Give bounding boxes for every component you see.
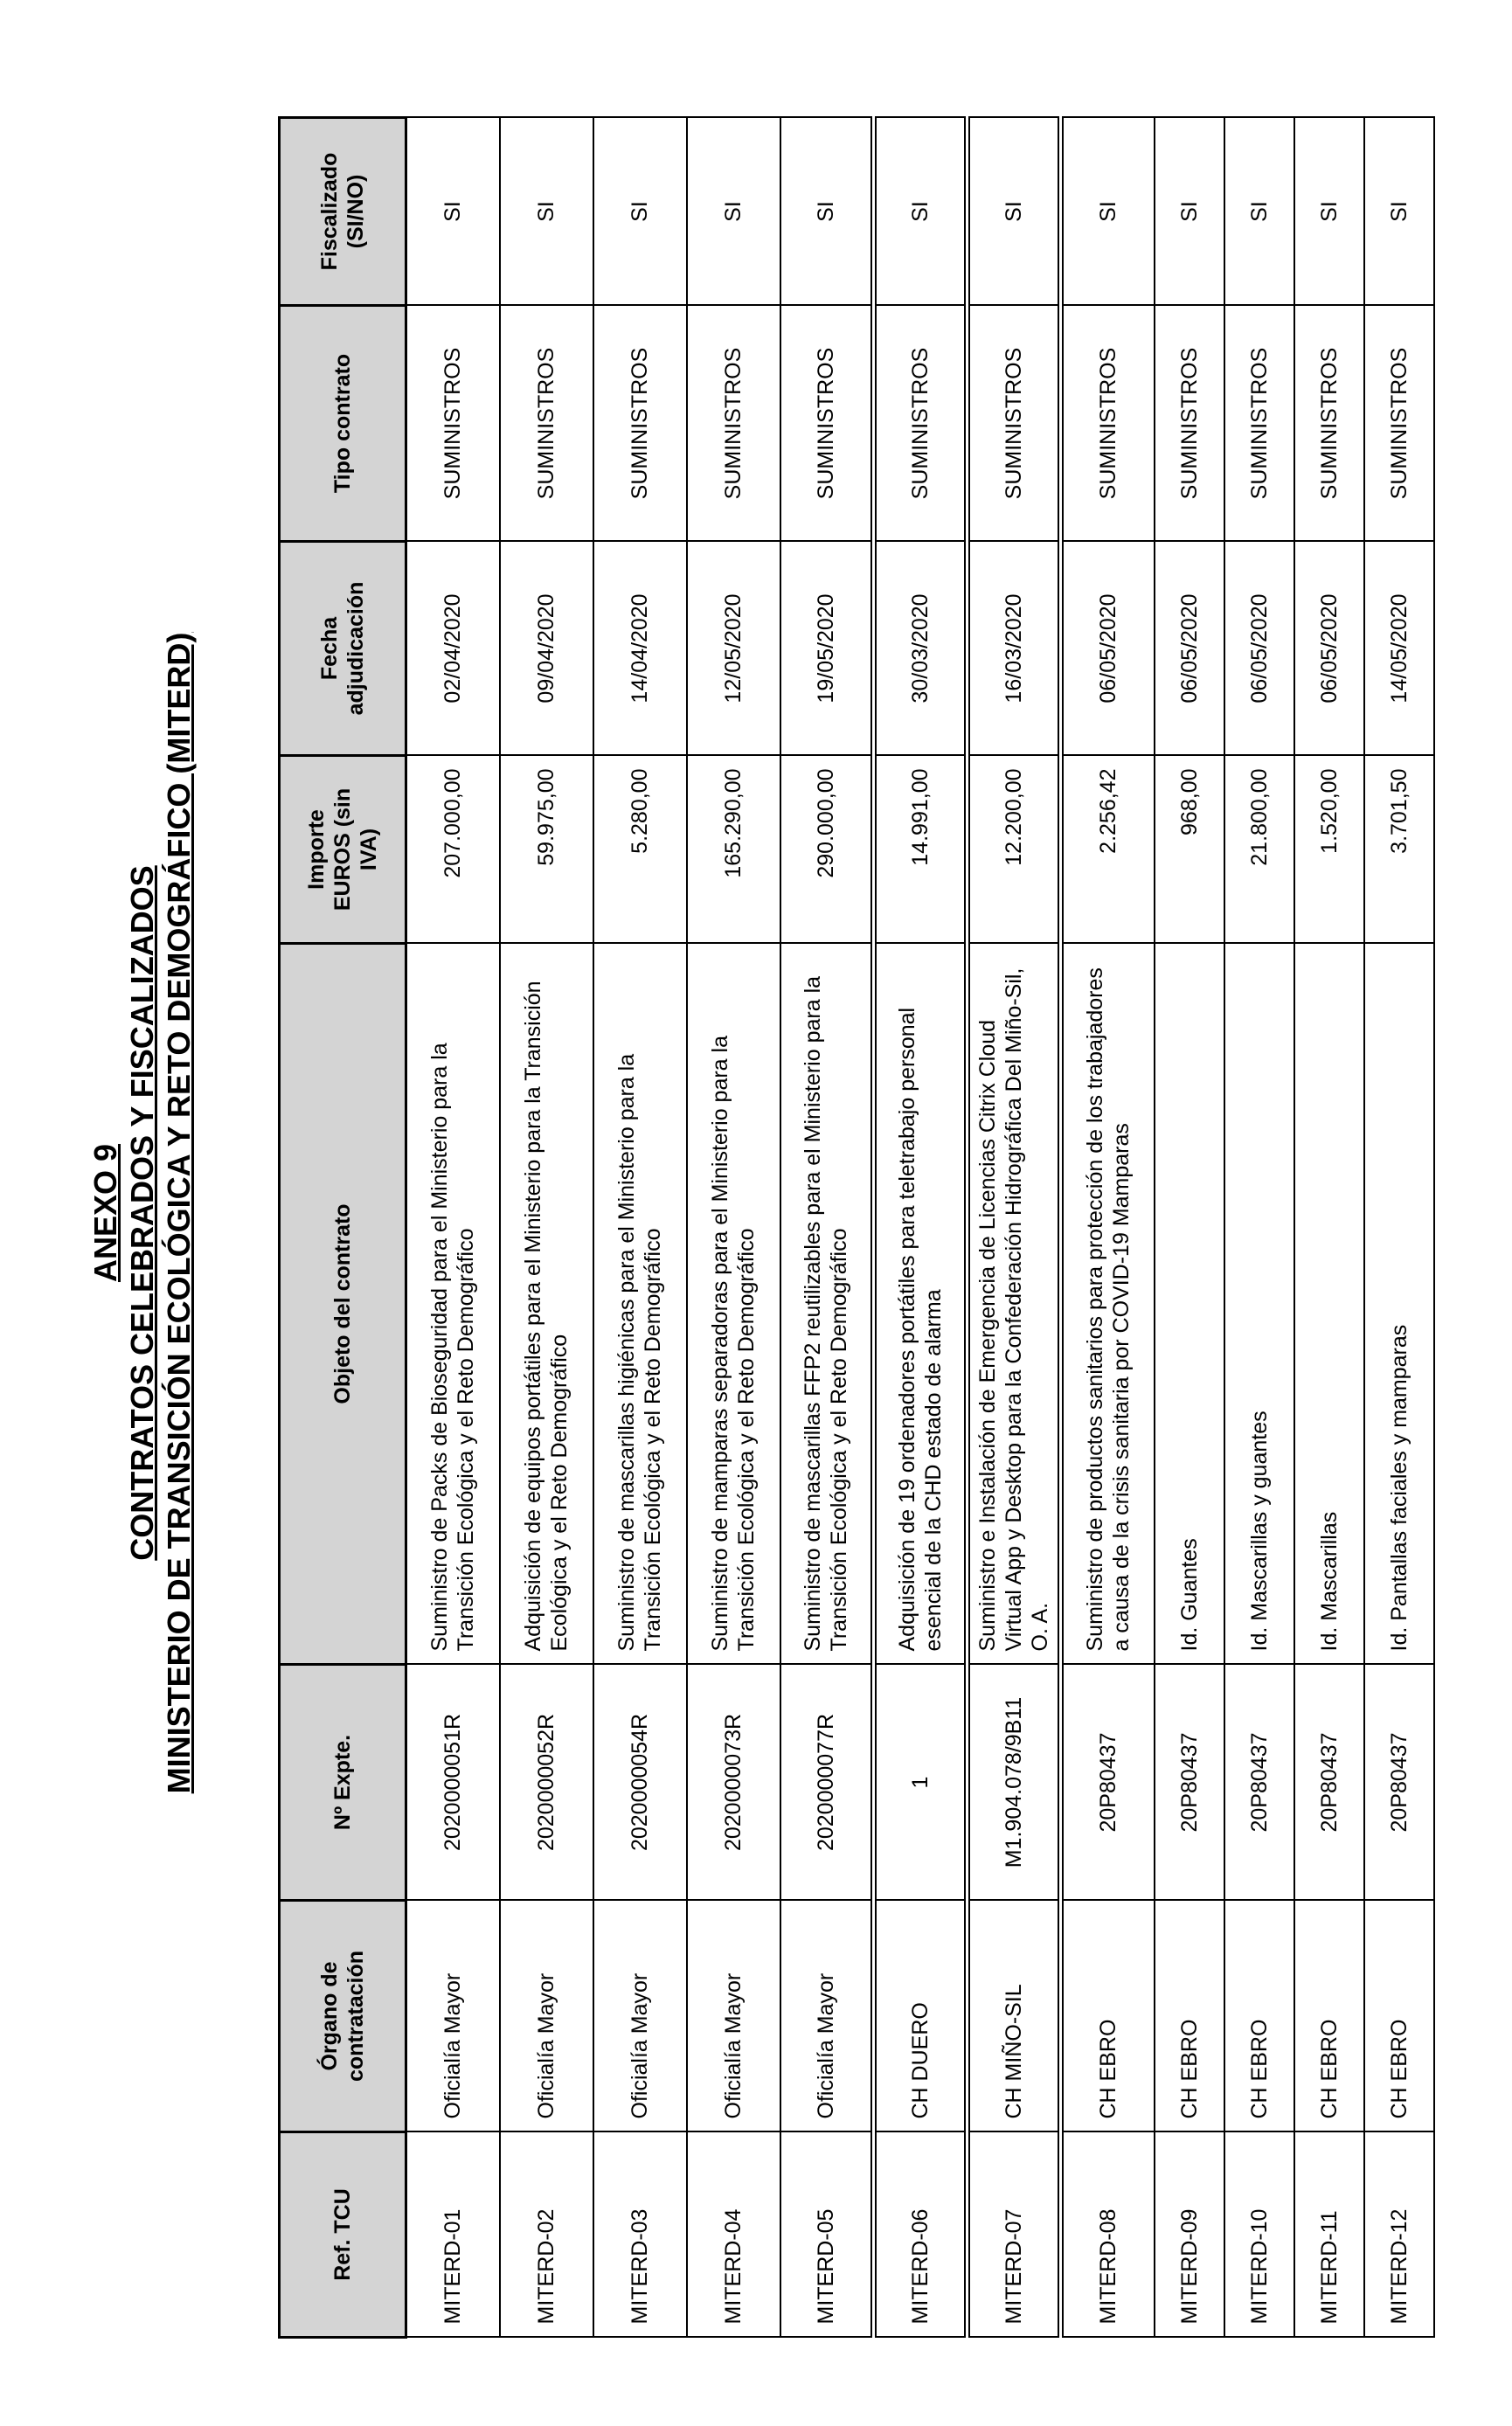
cell-ref: MITERD-03 <box>593 2132 687 2338</box>
cell-tipo: SUMINISTROS <box>874 306 968 542</box>
cell-ref: MITERD-10 <box>1224 2132 1294 2338</box>
cell-fiscalizado: SI <box>500 118 593 306</box>
cell-ref: MITERD-11 <box>1294 2132 1364 2338</box>
cell-organo: CH DUERO <box>874 1901 968 2132</box>
cell-organo: Oficialía Mayor <box>500 1901 593 2132</box>
cell-tipo: SUMINISTROS <box>500 306 593 542</box>
cell-fiscalizado: SI <box>874 118 968 306</box>
cell-importe: 2.256,42 <box>1061 756 1155 944</box>
cell-fecha: 12/05/2020 <box>687 542 780 756</box>
cell-tipo: SUMINISTROS <box>968 306 1061 542</box>
cell-organo: CH EBRO <box>1224 1901 1294 2132</box>
cell-ref: MITERD-02 <box>500 2132 593 2338</box>
cell-organo: CH EBRO <box>1061 1901 1155 2132</box>
table-header-row <box>280 118 406 2338</box>
cell-fiscalizado: SI <box>1224 118 1294 306</box>
cell-tipo: SUMINISTROS <box>687 306 780 542</box>
cell-fiscalizado: SI <box>1061 118 1155 306</box>
cell-organo: Oficialía Mayor <box>593 1901 687 2132</box>
table-row <box>687 118 780 2338</box>
cell-objeto: Suministro de mamparas separadoras para el Ministerio para la Transición Ecológica y el Reto Demográfico <box>687 944 780 1665</box>
table-row <box>1155 118 1224 2338</box>
cell-organo: Oficialía Mayor <box>687 1901 780 2132</box>
cell-fecha: 06/05/2020 <box>1155 542 1224 756</box>
table-row <box>968 118 1061 2338</box>
cell-expediente: 2020000051R <box>406 1665 500 1901</box>
cell-ref: MITERD-05 <box>780 2132 874 2338</box>
cell-objeto: Suministro de productos sanitarios para protección de los trabajadores a causa de la crisis sanitaria por COVID-19 Mamparas <box>1061 944 1155 1665</box>
table-row <box>593 118 687 2338</box>
table-row <box>1061 118 1155 2338</box>
cell-importe: 14.991,00 <box>874 756 968 944</box>
cell-importe: 290.000,00 <box>780 756 874 944</box>
col-header-expediente: Nº Expte. <box>280 1665 406 1901</box>
cell-organo: Oficialía Mayor <box>406 1901 500 2132</box>
document-header <box>87 0 198 2426</box>
cell-importe: 1.520,00 <box>1294 756 1364 944</box>
cell-tipo: SUMINISTROS <box>780 306 874 542</box>
cell-objeto: Adquisición de 19 ordenadores portátiles para teletrabajo personal esencial de la CHD estado de alarma <box>874 944 968 1665</box>
cell-fecha: 02/04/2020 <box>406 542 500 756</box>
cell-importe: 5.280,00 <box>593 756 687 944</box>
cell-fecha: 14/05/2020 <box>1364 542 1434 756</box>
col-header-tipo: Tipo contrato <box>280 306 406 542</box>
cell-fecha: 14/04/2020 <box>593 542 687 756</box>
cell-fiscalizado: SI <box>968 118 1061 306</box>
cell-fecha: 30/03/2020 <box>874 542 968 756</box>
cell-fiscalizado: SI <box>687 118 780 306</box>
cell-expediente: 20P80437 <box>1364 1665 1434 1901</box>
cell-ref: MITERD-01 <box>406 2132 500 2338</box>
contracts-table <box>278 116 1435 2339</box>
cell-fecha: 16/03/2020 <box>968 542 1061 756</box>
cell-objeto: Suministro e Instalación de Emergencia de Licencias Citrix Cloud Virtual App y Desktop para la Confederación Hidrográfica Del Miño-Sil, O. A. <box>968 944 1061 1665</box>
cell-importe: 59.975,00 <box>500 756 593 944</box>
cell-organo: Oficialía Mayor <box>780 1901 874 2132</box>
cell-tipo: SUMINISTROS <box>1155 306 1224 542</box>
table-row <box>1364 118 1434 2338</box>
ministry-title: MINISTERIO DE TRANSICIÓN ECOLÓGICA Y RETO DEMOGRÁFICO (MITERD) <box>161 632 197 1794</box>
cell-importe: 3.701,50 <box>1364 756 1434 944</box>
cell-fiscalizado: SI <box>1155 118 1224 306</box>
cell-tipo: SUMINISTROS <box>593 306 687 542</box>
cell-fecha: 06/05/2020 <box>1061 542 1155 756</box>
cell-ref: MITERD-12 <box>1364 2132 1434 2338</box>
cell-expediente: 2020000073R <box>687 1665 780 1901</box>
cell-objeto: Adquisición de equipos portátiles para el Ministerio para la Transición Ecológica y el Reto Demográfico <box>500 944 593 1665</box>
table-row <box>780 118 874 2338</box>
cell-tipo: SUMINISTROS <box>1224 306 1294 542</box>
cell-objeto: Suministro de Packs de Bioseguridad para el Ministerio para la Transición Ecológica y el Reto Demográfico <box>406 944 500 1665</box>
cell-expediente: 1 <box>874 1665 968 1901</box>
cell-objeto: Id. Mascarillas <box>1294 944 1364 1665</box>
cell-fiscalizado: SI <box>593 118 687 306</box>
cell-importe: 12.200,00 <box>968 756 1061 944</box>
cell-fiscalizado: SI <box>1364 118 1434 306</box>
col-header-ref: Ref. TCU <box>280 2132 406 2338</box>
cell-fiscalizado: SI <box>780 118 874 306</box>
cell-ref: MITERD-09 <box>1155 2132 1224 2338</box>
cell-fecha: 06/05/2020 <box>1294 542 1364 756</box>
cell-tipo: SUMINISTROS <box>1364 306 1434 542</box>
table-row <box>1224 118 1294 2338</box>
table-row <box>1294 118 1364 2338</box>
table-row <box>874 118 968 2338</box>
cell-tipo: SUMINISTROS <box>1294 306 1364 542</box>
cell-ref: MITERD-04 <box>687 2132 780 2338</box>
cell-organo: CH EBRO <box>1155 1901 1224 2132</box>
cell-ref: MITERD-06 <box>874 2132 968 2338</box>
cell-organo: CH EBRO <box>1294 1901 1364 2132</box>
cell-fiscalizado: SI <box>406 118 500 306</box>
cell-importe: 21.800,00 <box>1224 756 1294 944</box>
cell-importe: 207.000,00 <box>406 756 500 944</box>
col-header-organo: Órgano de contratación <box>280 1901 406 2132</box>
cell-fecha: 06/05/2020 <box>1224 542 1294 756</box>
cell-objeto: Id. Guantes <box>1155 944 1224 1665</box>
col-header-objeto: Objeto del contrato <box>280 944 406 1665</box>
cell-expediente: 20P80437 <box>1155 1665 1224 1901</box>
cell-objeto: Id. Mascarillas y guantes <box>1224 944 1294 1665</box>
cell-objeto: Suministro de mascarillas higiénicas para el Ministerio para la Transición Ecológica y el Reto Demográfico <box>593 944 687 1665</box>
cell-fecha: 19/05/2020 <box>780 542 874 756</box>
cell-tipo: SUMINISTROS <box>406 306 500 542</box>
cell-importe: 968,00 <box>1155 756 1224 944</box>
col-header-importe: Importe EUROS (sin IVA) <box>280 756 406 944</box>
cell-expediente: 2020000054R <box>593 1665 687 1901</box>
annex-title: ANEXO 9 <box>87 1143 123 1283</box>
col-header-fecha: Fecha adjudicación <box>280 542 406 756</box>
cell-objeto: Id. Pantallas faciales y mamparas <box>1364 944 1434 1665</box>
cell-expediente: 2020000052R <box>500 1665 593 1901</box>
cell-expediente: 20P80437 <box>1061 1665 1155 1901</box>
cell-expediente: 20P80437 <box>1224 1665 1294 1901</box>
cell-organo: CH EBRO <box>1364 1901 1434 2132</box>
cell-expediente: 2020000077R <box>780 1665 874 1901</box>
cell-expediente: M1.904.078/9B11 <box>968 1665 1061 1901</box>
cell-ref: MITERD-08 <box>1061 2132 1155 2338</box>
cell-organo: CH MIÑO-SIL <box>968 1901 1061 2132</box>
col-header-fiscalizado: Fiscalizado (SI/NO) <box>280 118 406 306</box>
cell-fecha: 09/04/2020 <box>500 542 593 756</box>
cell-ref: MITERD-07 <box>968 2132 1061 2338</box>
table-row <box>406 118 500 2338</box>
annex-subtitle: CONTRATOS CELEBRADOS Y FISCALIZADOS <box>124 865 160 1561</box>
cell-expediente: 20P80437 <box>1294 1665 1364 1901</box>
table-row <box>500 118 593 2338</box>
cell-importe: 165.290,00 <box>687 756 780 944</box>
cell-tipo: SUMINISTROS <box>1061 306 1155 542</box>
cell-objeto: Suministro de mascarillas FFP2 reutilizables para el Ministerio para la Transición Ecológica y el Reto Demográfico <box>780 944 874 1665</box>
cell-fiscalizado: SI <box>1294 118 1364 306</box>
